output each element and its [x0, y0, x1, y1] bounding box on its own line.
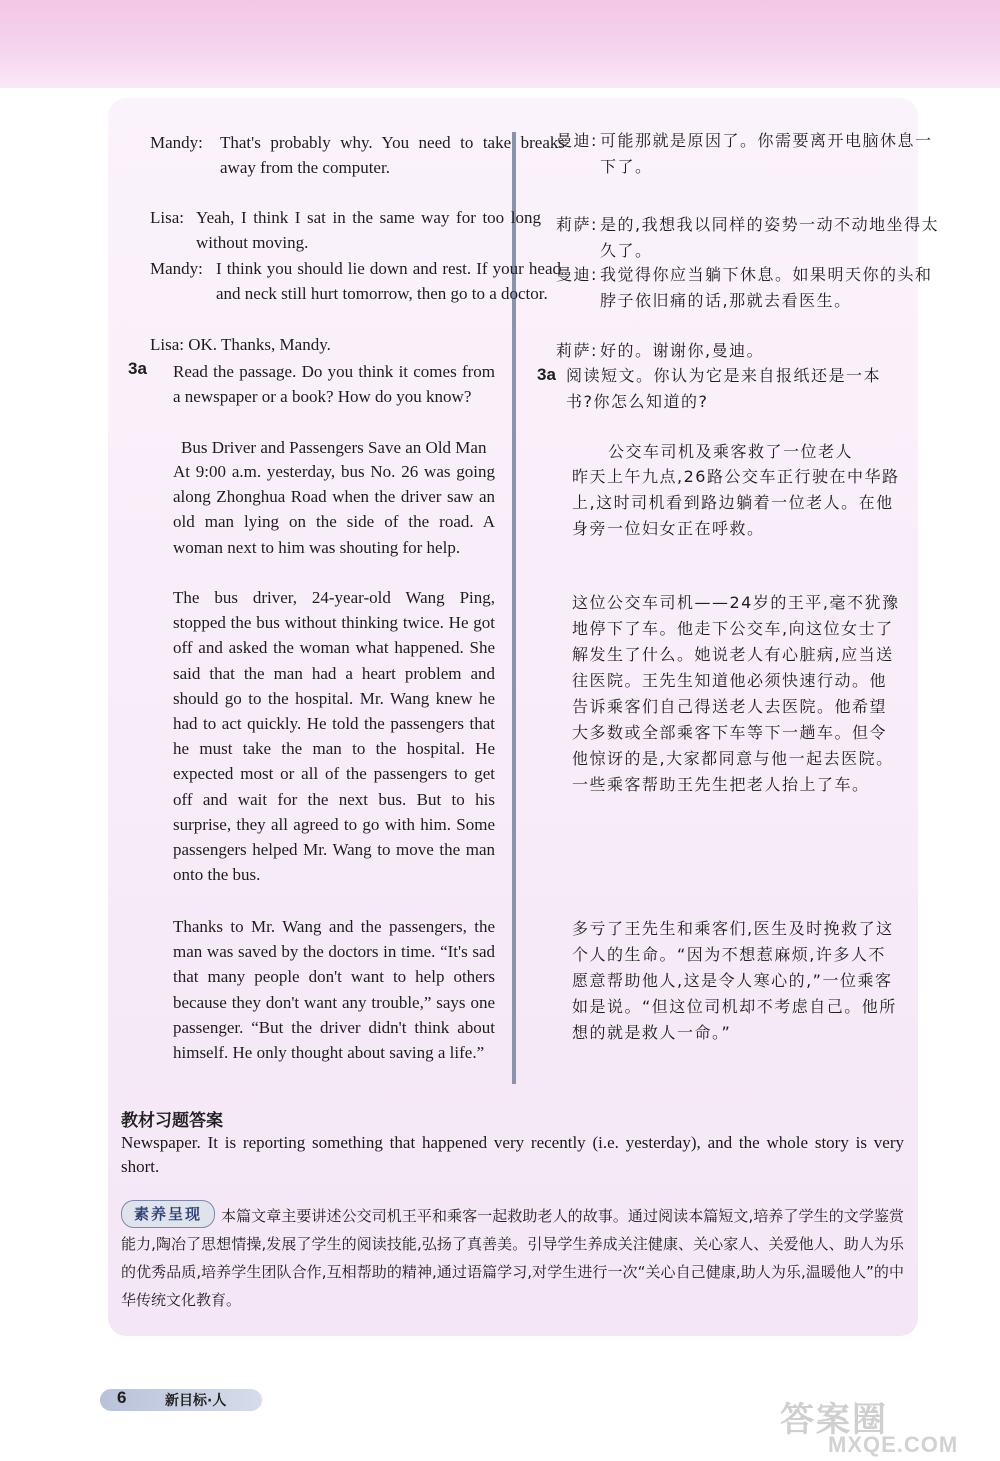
dialogue-en-3 [150, 256, 561, 306]
speaker-label: Lisa: [150, 208, 184, 227]
dialogue-text: 我觉得你应当躺下休息。如果明天你的头和脖子依旧痛的话,那就去看医生。 [600, 265, 933, 310]
speaker-label: Mandy: [150, 259, 203, 278]
dialogue-zh-2 [556, 212, 945, 264]
passage-paragraph-zh: 这位公交车司机——24岁的王平,毫不犹豫地停下了车。他走下公交车,向这位女士了解发生了什么。她说老人有心脏病,应当送往医院。王先生知道他必须快速行动。他告诉乘客们自己得送老人去医院。他希望大多数或全部乘客下车等下一趟车。但令他惊讶的是,大家都同意与他一起去医院。一些乘客帮助王先生把老人抬上了车。 [572, 593, 900, 794]
answers-text: Newspaper. It is reporting something that happened very recently (i.e. yesterday), and the whole story is very short. [121, 1133, 904, 1176]
speaker-label: 莉萨: [556, 341, 598, 360]
passage-title-en: Bus Driver and Passengers Save an Old Man [181, 438, 487, 457]
passage-title-zh: 公交车司机及乘客救了一位老人 [608, 442, 854, 461]
dialogue-zh-3 [556, 262, 945, 314]
dialogue-text: OK. Thanks, Mandy. [188, 335, 331, 354]
dialogue-text: 好的。谢谢你,曼迪。 [600, 341, 765, 360]
speaker-label: Lisa: [150, 335, 184, 354]
header-band [0, 0, 1000, 88]
dialogue-text: That's probably why. You need to take breaks away from the computer. [220, 133, 565, 178]
answers-heading: 教材习题答案 [121, 1111, 223, 1131]
passage-paragraph-zh: 昨天上午九点,26路公交车正行驶在中华路上,这时司机看到路边躺着一位老人。在他身旁一位妇女正在呼救。 [572, 467, 900, 538]
dialogue-text: 是的,我想我以同样的姿势一动不动地坐得太久了。 [600, 215, 940, 260]
speaker-label: 曼迪: [556, 265, 598, 284]
dialogue-text: I think you should lie down and rest. If your head and neck still hurt tomorrow, then go to a doctor. [216, 259, 561, 304]
exercise-instruction-en: Read the passage. Do you think it comes from a newspaper or a book? How do you know? [173, 362, 495, 407]
passage-paragraph-en: At 9:00 a.m. yesterday, bus No. 26 was going along Zhonghua Road when the driver saw an old man lying on the side of the road. A woman next to him was shouting for help. [173, 462, 495, 557]
dialogue-en-4 [150, 332, 495, 357]
literacy-text: 本篇文章主要讲述公交司机王平和乘客一起救助老人的故事。通过阅读本篇短文,培养了学生的文学鉴赏能力,陶冶了思想情操,发展了学生的阅读技能,弘扬了真善美。引导学生养成关注健康、关心家人、关爱他人、助人为乐的优秀品质,培养学生团队合作,互相帮助的精神,通过语篇学习,对学生进行一次“关心自己健康,助人为乐,温暖他人”的中华传统文化教育。 [121, 1207, 904, 1309]
book-label: 新目标·人 [165, 1393, 227, 1409]
watermark-logo: 答案圈 [780, 1400, 888, 1440]
exercise-instruction-zh: 阅读短文。你认为它是来自报纸还是一本书?你怎么知道的? [566, 366, 882, 411]
page-number: 6 [117, 1388, 127, 1407]
dialogue-text: Yeah, I think I sat in the same way for too long without moving. [196, 208, 541, 253]
passage-paragraph-zh: 多亏了王先生和乘客们,医生及时挽救了这个人的生命。“因为不想惹麻烦,许多人不愿意帮助他人,这是令人寒心的,”一位乘客如是说。“但这位司机却不考虑自己。他所想的就是救人一命。” [572, 919, 897, 1042]
passage-paragraph-en: The bus driver, 24-year-old Wang Ping, stopped the bus without thinking twice. He got off and asked the woman what happened. She said that the man had a heart problem and should go to the hospital. Mr. Wang knew he had to act quickly. He told the passengers that he must take the man to the hospital. He expected most or all of the passengers to get off and wait for the next bus. But to his surprise, they all agreed to go with him. Some passengers helped Mr. Wang to move the man onto the bus. [173, 588, 495, 885]
speaker-label: 曼迪: [556, 131, 598, 150]
dialogue-zh-1 [556, 128, 945, 180]
dialogue-text: 可能那就是原因了。你需要离开电脑休息一下了。 [600, 131, 933, 176]
dialogue-en-2 [150, 205, 541, 255]
speaker-label: 莉萨: [556, 215, 598, 234]
dialogue-zh-4 [556, 338, 945, 364]
exercise-number: 3a [128, 359, 147, 378]
exercise-number-zh: 3a [537, 365, 556, 384]
watermark-url: MXQE.COM [828, 1432, 959, 1457]
passage-paragraph-en: Thanks to Mr. Wang and the passengers, the man was saved by the doctors in time. “It's sad that many people don't want to help others because they don't want any trouble,” says one passenger. “But the driver didn't think about himself. He only thought about saving a life.” [173, 917, 495, 1063]
speaker-label: Mandy: [150, 133, 203, 152]
dialogue-en-1 [150, 130, 565, 180]
literacy-badge: 素养呈现 [121, 1200, 215, 1228]
